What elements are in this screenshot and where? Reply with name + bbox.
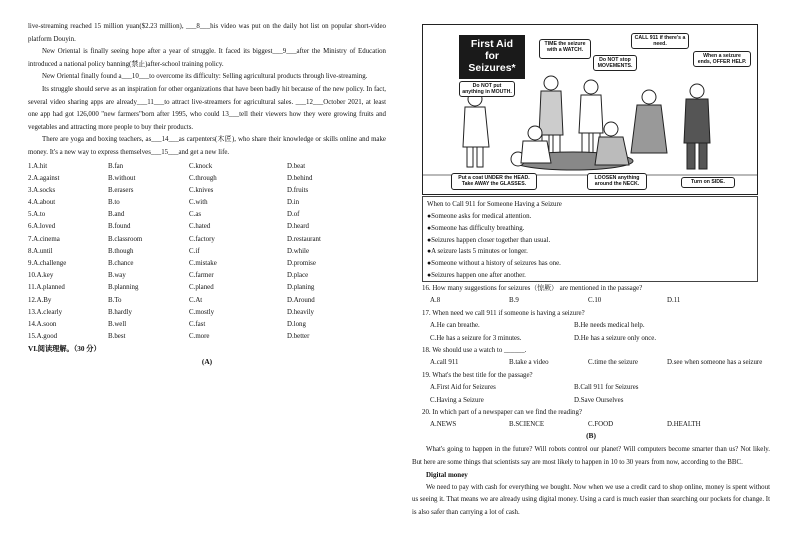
option-row xyxy=(28,221,386,233)
bubble-help: When a seizure ends, OFFER HELP. xyxy=(693,51,751,67)
box-heading: When to Call 911 for Someone Having a Seizure xyxy=(427,201,562,208)
question-stem: 20. In which part of a newspaper can we find the reading? xyxy=(422,409,582,417)
option-item: B.hardly xyxy=(108,308,132,316)
option-item: D.Around xyxy=(287,296,315,304)
passage-paragraph-5: There are yoga and boxing teachers, as___14___as carpenters(木匠), who share their knowledge or skills online and make money. It's a new way to express themselves___15___and get a new life. xyxy=(28,136,386,156)
bullet-item: ●Someone has difficulty breathing. xyxy=(427,224,525,232)
option-item: B.To xyxy=(108,296,122,304)
question-stem: 16. How many suggestions for seizures（惊厥） are mentioned in the passage? xyxy=(422,285,643,292)
answer-option: D.see when someone has a seizure xyxy=(667,359,763,367)
answer-option: B.take a video xyxy=(509,359,549,367)
option-item: D.heavily xyxy=(287,308,314,316)
option-item: B.and xyxy=(108,211,125,219)
option-item: C.through xyxy=(189,174,217,182)
option-item: C.fast xyxy=(189,320,206,328)
question-stem: 19. What's the best title for the passage? xyxy=(422,371,533,379)
call-911-box xyxy=(422,196,758,282)
option-item: D.beat xyxy=(287,162,306,170)
answer-option: C.10 xyxy=(588,297,602,305)
option-item: 12.A.By xyxy=(28,296,52,304)
option-item: C.as xyxy=(189,211,202,219)
answer-option: A.First Aid for Seizures xyxy=(430,384,496,392)
option-item: 1.A.hit xyxy=(28,162,48,170)
option-item: D.heard xyxy=(287,223,310,231)
option-item: C.planed xyxy=(189,284,214,292)
option-item: 6.A.loved xyxy=(28,223,56,231)
question-options xyxy=(422,333,772,345)
option-row xyxy=(28,307,386,319)
passage-paragraph-4: Its struggle should serve as an inspiration for other organizations that have been badly hit because of the new policy. In fact, several video sharing apps are already___11___to attract live-streamers for agricultural sales. ___12___October 2021, at least one app had got 126,000 "new farmers"born after 1995, who could 13___tell their viewers how they were growing fruits and vegetables and attracting more people to buy their products. xyxy=(28,85,386,131)
question-stem: 18. We should use a watch to ______. xyxy=(422,347,527,355)
option-item: B.though xyxy=(108,247,134,255)
first-aid-illustration xyxy=(422,24,758,195)
bubble-call: CALL 911 if there's a need. xyxy=(631,33,689,49)
passage-paragraph-2: New Oriental is finally seeing hope after a year of struggle. It faced its biggest___9___after the Ministry of Education introduced a national policy banning(禁止)after-school training policy. xyxy=(28,48,386,68)
bullet-item: ●Someone asks for medical attention. xyxy=(427,213,532,220)
option-row xyxy=(28,295,386,307)
option-item: B.fan xyxy=(108,162,124,170)
option-item: 14.A.soon xyxy=(28,320,57,328)
passage-paragraph-1: live-streaming reached 15 million yuan($2.23 million), ___8___his video was put on the daily hot list on popular short-video platform Douyin. xyxy=(28,23,386,43)
option-item: D.in xyxy=(287,199,300,207)
section-title: VI.阅读理解。（30 分） xyxy=(28,345,101,354)
option-row xyxy=(28,185,386,197)
first-aid-title xyxy=(459,35,525,79)
option-item: 8.A.until xyxy=(28,247,53,255)
option-item: D.behind xyxy=(287,174,313,182)
option-item: B.found xyxy=(108,223,131,231)
option-item: 11.A.planned xyxy=(28,284,65,292)
title-line-3: Seizures* xyxy=(468,62,516,74)
passage-b xyxy=(412,429,770,519)
answer-option: A.8 xyxy=(430,297,441,305)
bubble-mouth: Do NOT put anything in MOUTH. xyxy=(459,81,515,97)
option-item: 7.A.cinema xyxy=(28,235,60,243)
answer-option: C.FOOD xyxy=(588,421,614,429)
section-a-label: (A) xyxy=(201,357,213,367)
option-item: D.better xyxy=(287,333,310,341)
option-item: C.more xyxy=(189,333,210,341)
answer-option: C.He has a seizure for 3 minutes. xyxy=(430,334,522,342)
option-item: 3.A.socks xyxy=(28,186,56,194)
passage-b-paragraph-2: We need to pay with cash for everything we bought. Now when we use a credit card to shop online, money is spent without us seeing it. That means we are already using digital money. Using a card is much easier than searching our pockets for change. It is also safer than carrying a lot of cash. xyxy=(412,483,770,516)
question-stem: 17. When need we call 911 if someone is having a seizure? xyxy=(422,309,585,317)
bullet-item: ●A seizure lasts 5 minutes or longer. xyxy=(427,248,528,256)
option-item: 9.A.challenge xyxy=(28,260,67,268)
option-row xyxy=(28,270,386,282)
option-row xyxy=(28,331,386,343)
option-row xyxy=(28,319,386,331)
option-item: D.fruits xyxy=(287,186,309,194)
answer-option: A.NEWS xyxy=(430,421,457,429)
bubble-side: Turn on SIDE. xyxy=(681,177,735,188)
option-item: D.of xyxy=(287,211,300,219)
question-options xyxy=(422,320,772,332)
option-item: 15.A.good xyxy=(28,333,58,341)
option-item: C.mistake xyxy=(189,260,217,268)
question-options xyxy=(422,357,772,369)
answer-option: C.Having a Seizure xyxy=(430,396,484,404)
bubble-time: TIME the seizure with a WATCH. xyxy=(539,39,591,59)
question-options xyxy=(422,295,772,307)
option-item: C.mostly xyxy=(189,308,215,316)
option-item: B.classroom xyxy=(108,235,143,243)
answer-option: D.HEALTH xyxy=(667,421,701,429)
answer-option: D.He has a seizure only once. xyxy=(574,334,657,342)
option-item: C.hated xyxy=(189,223,211,231)
option-item: D.place xyxy=(287,272,309,280)
bullet-item: ●Seizures happen closer together than usual. xyxy=(427,236,551,244)
answer-option: B.9 xyxy=(509,297,519,305)
sub-heading: Digital money xyxy=(426,471,468,480)
option-item: B.way xyxy=(108,272,126,280)
option-item: B.erasers xyxy=(108,186,134,194)
answer-option: C.time the seizure xyxy=(588,359,638,367)
option-item: C.At xyxy=(189,296,203,304)
option-item: D.while xyxy=(287,247,310,255)
option-item: C.farmer xyxy=(189,272,214,280)
passage-paragraph-3: New Oriental finally found a___10___to overcome its difficulty: Selling agricultural products through live-streaming. xyxy=(42,73,368,81)
answer-option: D.Save Ourselves xyxy=(574,396,624,404)
option-item: D.long xyxy=(287,320,306,328)
option-item: 10.A.key xyxy=(28,272,54,280)
option-item: 13.A.clearly xyxy=(28,308,63,316)
bullet-list xyxy=(427,211,753,282)
answer-option: B.He needs medical help. xyxy=(574,322,645,330)
question-options xyxy=(422,382,772,394)
answer-option: B.SCIENCE xyxy=(509,421,545,429)
option-item: C.factory xyxy=(189,235,215,243)
option-item: D.promise xyxy=(287,260,316,268)
bubble-coat: Put a coat UNDER the HEAD. Take AWAY the GLASSES. xyxy=(451,173,537,190)
option-item: B.chance xyxy=(108,260,134,268)
answer-option: D.11 xyxy=(667,297,681,305)
option-item: B.without xyxy=(108,174,136,182)
option-row xyxy=(28,234,386,246)
bubble-loosen: LOOSEN anything around the NECK. xyxy=(587,173,647,190)
option-item: D.restaurant xyxy=(287,235,321,243)
cloze-options xyxy=(28,161,386,344)
bullet-item: ●Seizures happen one after another. xyxy=(427,271,526,279)
option-row xyxy=(28,197,386,209)
answer-option: B.Call 911 for Seizures xyxy=(574,384,639,392)
option-item: 4.A.about xyxy=(28,199,56,207)
section-b-label: (B) xyxy=(586,431,596,440)
option-row xyxy=(28,173,386,185)
bubble-stop: Do NOT stop MOVEMENTS. xyxy=(593,55,637,71)
option-item: B.to xyxy=(108,199,120,207)
option-item: C.if xyxy=(189,247,200,255)
title-line-2: for xyxy=(485,50,499,62)
option-row xyxy=(28,282,386,294)
option-row xyxy=(28,209,386,221)
option-item: B.planning xyxy=(108,284,139,292)
passage-b-paragraph-1: What's going to happen in the future? Will robots control our planet? Will computers become smarter than us? Not likely. But here are some things that scientists say are most likely to happen in 10 to 30 years from now, according to the BBC. xyxy=(412,446,770,466)
option-item: C.knives xyxy=(189,186,214,194)
answer-option: A.call 911 xyxy=(430,359,459,367)
bullet-item: ●Someone without a history of seizures has one. xyxy=(427,260,561,268)
option-row xyxy=(28,258,386,270)
left-column xyxy=(28,21,386,368)
option-row xyxy=(28,161,386,173)
option-item: C.with xyxy=(189,199,208,207)
title-line-1: First Aid xyxy=(470,38,514,50)
option-item: B.best xyxy=(108,333,126,341)
questions-block xyxy=(422,283,772,432)
option-row xyxy=(28,246,386,258)
option-item: 2.A.against xyxy=(28,174,60,182)
option-item: C.knock xyxy=(189,162,213,170)
option-item: D.planing xyxy=(287,284,315,292)
option-item: B.well xyxy=(108,320,127,328)
answer-option: A.He can breathe. xyxy=(430,322,480,330)
option-item: 5.A.to xyxy=(28,211,46,219)
question-options xyxy=(422,395,772,407)
